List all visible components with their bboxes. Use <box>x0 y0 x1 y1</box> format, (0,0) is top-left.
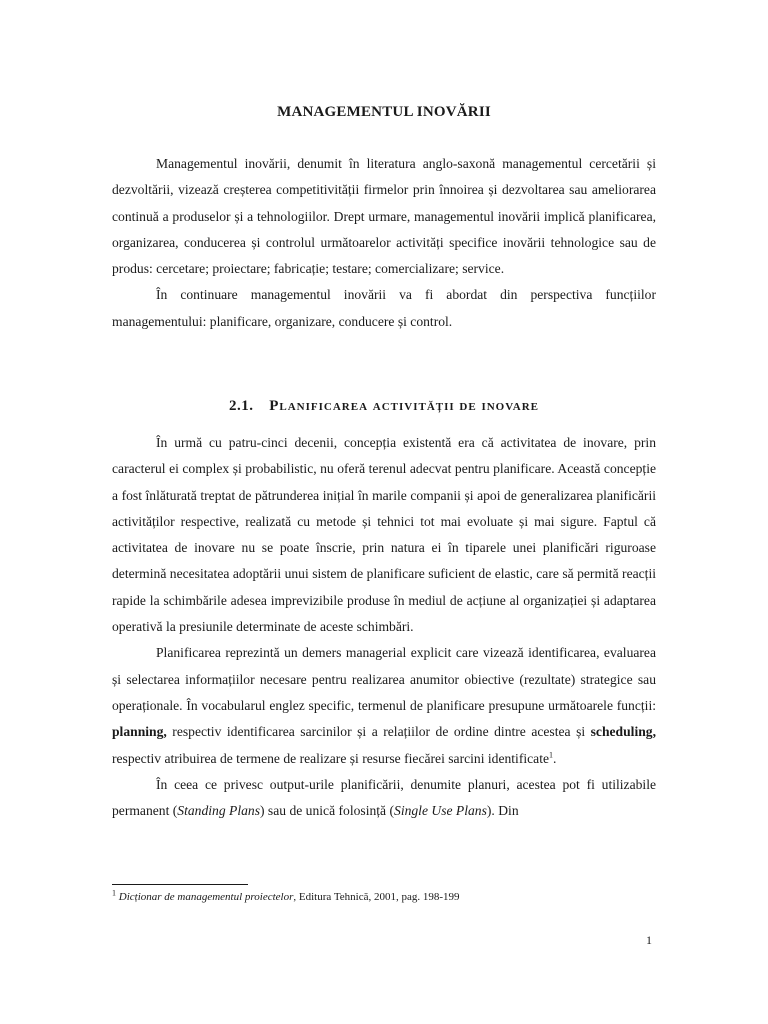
intro-paragraph: Managementul inovării, denumit în literatura anglo-saxonă managementul cercetării și dezvoltării, vizează creșterea competitivității firmelor prin înnoirea și dezvoltarea sau ameliorarea continuă a produselor și a tehnologiilor. Drept urmare, managementul inovării implică planificarea, organizarea, conducerea și controlul următoarelor activități specifice inovării tehnologice sau de produs: cercetare; proiectare; fabricație; testare; comercializare; service. <box>112 156 656 277</box>
text-run: ). Din <box>486 803 519 819</box>
text-run: respectiv atribuirea de termene de realizare și resurse fiecărei sarcini identificate <box>112 750 550 766</box>
text-run: ) sau de unică folosință ( <box>260 803 395 819</box>
term-scheduling: scheduling, <box>590 724 656 740</box>
text-run: . <box>553 750 557 766</box>
footnote-marker: 1 <box>112 888 116 898</box>
footnote <box>112 890 672 904</box>
intro-paragraph: În continuare managementul inovării va fi abordat din perspectiva funcțiilor managementului: planificare, organizare, conducere și control. <box>112 287 656 329</box>
section-paragraph <box>112 640 656 771</box>
section-number: 2.1. <box>228 398 254 414</box>
text-run: În ceea ce privesc output-urile planificării, denumite planuri, acestea pot fi utilizabile permanent ( <box>112 776 656 819</box>
section-title: Planificarea activității de inovare <box>269 398 539 414</box>
footnote-details: , Editura Tehnică, 2001, pag. 198-199 <box>293 891 460 903</box>
term-planning: planning, <box>112 724 167 740</box>
term-single-use-plans: Single Use Plans <box>394 803 487 819</box>
section-paragraph <box>112 772 656 825</box>
section-heading <box>0 398 768 415</box>
page-title: MANAGEMENTUL INOVĂRII <box>277 104 491 120</box>
text-run: Planificarea reprezintă un demers managerial explicit care vizează identificarea, evaluarea și selectarea informațiilor necesare pentru realizarea anumitor obiective (rezultate) strategice sau operaționale. În vocabularul englez specific, termenul de planificare presupune următoarele funcții: <box>112 645 656 713</box>
footnote-divider <box>112 884 248 885</box>
term-standing-plans: Standing Plans <box>177 803 260 819</box>
intro-text <box>112 151 656 335</box>
section-text <box>112 430 656 824</box>
text-run: respectiv identificarea sarcinilor și a relațiilor de ordine dintre acestea și <box>166 724 591 740</box>
section-paragraph: În urmă cu patru-cinci decenii, concepția existentă era că activitatea de inovare, prin caracterul ei complex și probabilistic, nu oferă terenul adecvat pentru planificare. Această concepție a fost înlăturată treptat de pătrunderea inițial în marile companii și apoi de generalizarea planificării activităților respective, realizată cu metode și tehnici tot mai evoluate și mai sigure. Faptul că activitatea de inovare nu se poate înscrie, prin natura ei în tiparele unei planificări riguroase determină necesitatea adoptării unui sistem de planificare suficient de elastic, care să permită reacții rapide la schimbările adesea imprevizibile produse în mediul de acțiune al organizației și adaptarea operativă la presiunile determinate de aceste schimbări. <box>112 435 656 635</box>
page-number: 1 <box>646 933 652 947</box>
footnote-reference: 1 <box>549 750 554 760</box>
footnote-source-title: Dicționar de managementul proiectelor <box>118 891 294 903</box>
